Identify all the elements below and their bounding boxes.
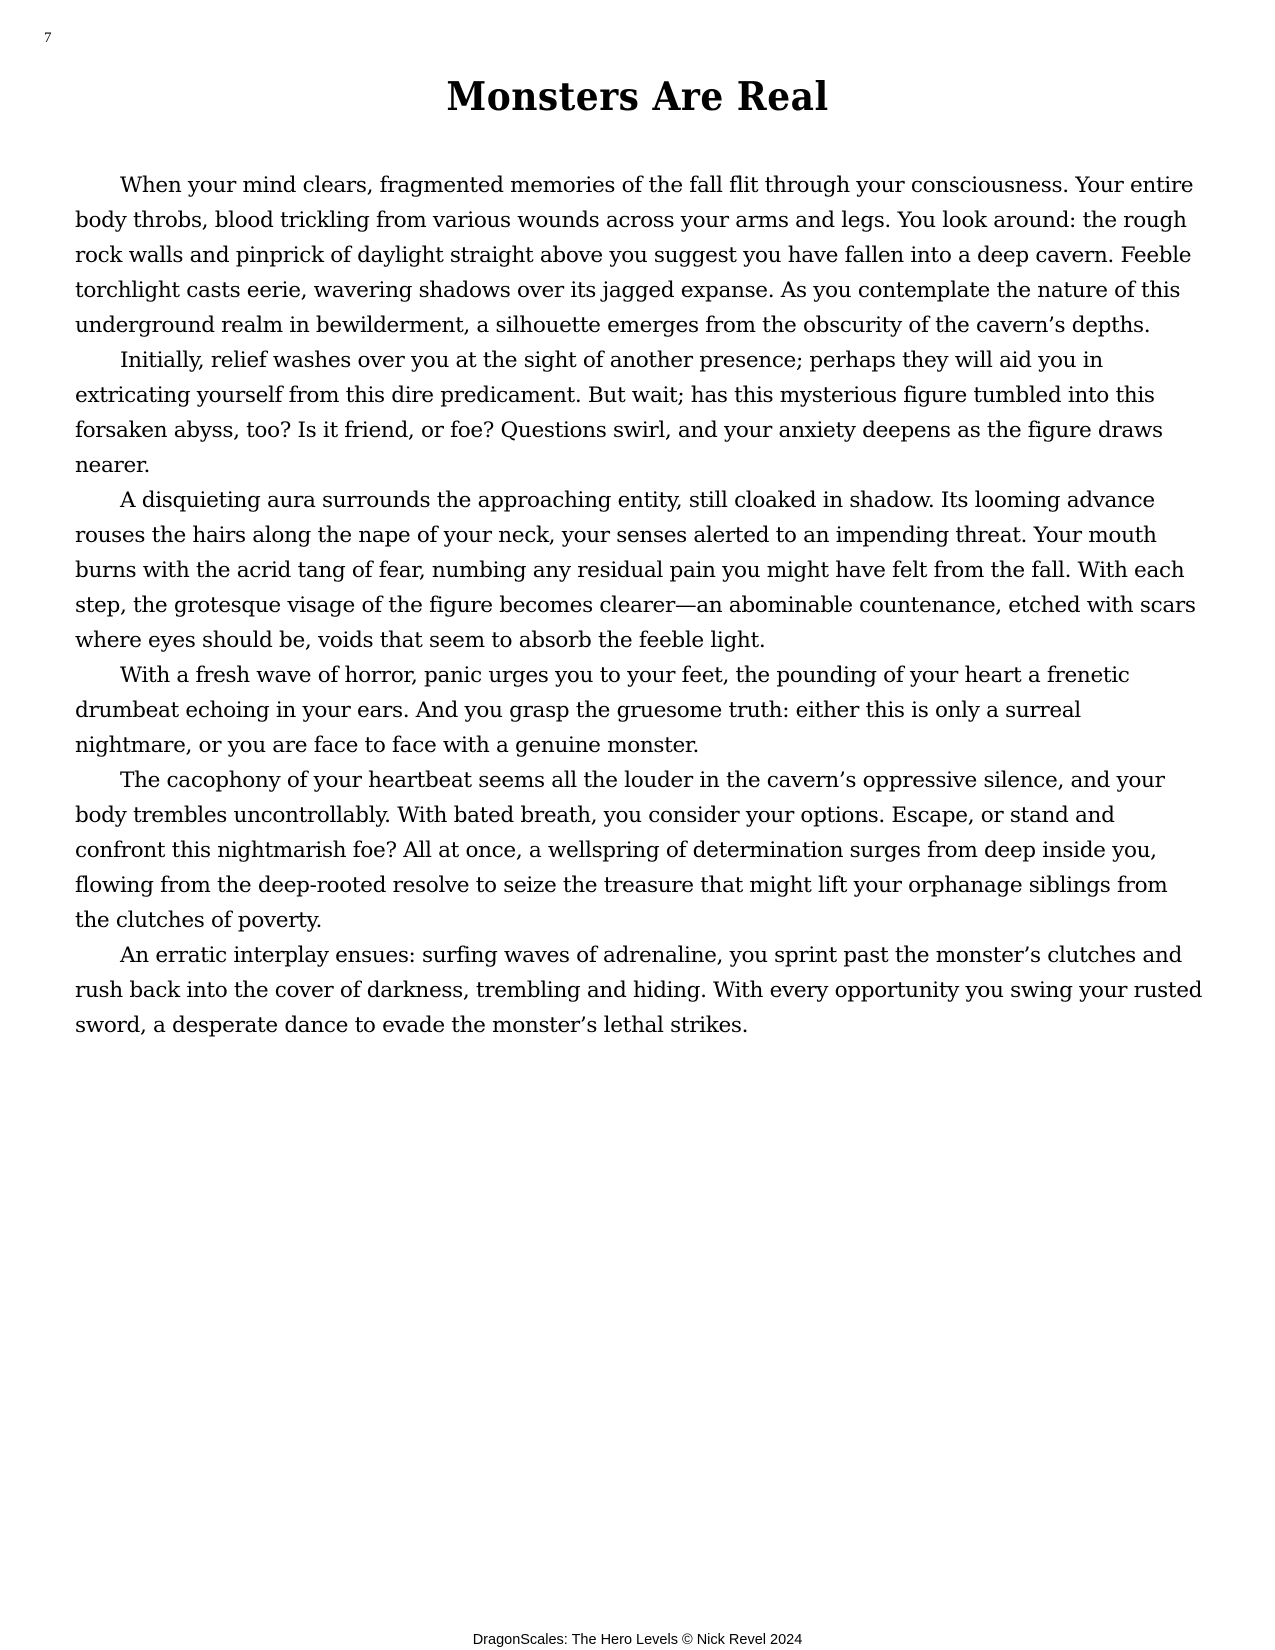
body-text	[75, 168, 1203, 1043]
paragraph: An erratic interplay ensues: surfing waves of adrenaline, you sprint past the monster’s clutches and rush back into the cover of darkness, trembling and hiding. With every opportunity you swing your rusted sword, a desperate dance to evade the monster’s lethal strikes.	[75, 943, 1203, 1038]
paragraph: The cacophony of your heartbeat seems all the louder in the cavern’s oppressive silence, and your body trembles uncontrollably. With bated breath, you consider your options. Escape, or stand and confront this nightmarish foe? All at once, a wellspring of determination surges from deep inside you, flowing from the deep-rooted resolve to seize the treasure that might lift your orphanage siblings from the clutches of poverty.	[75, 768, 1168, 933]
paragraph: With a fresh wave of horror, panic urges you to your feet, the pounding of your heart a frenetic drumbeat echoing in your ears. And you grasp the gruesome truth: either this is only a surreal nightmare, or you are face to face with a genuine monster.	[75, 663, 1130, 758]
page-number: 7	[44, 30, 52, 46]
page-title: Monsters Are Real	[446, 73, 829, 121]
paragraph: Initially, relief washes over you at the sight of another presence; perhaps they will aid you in extricating yourself from this dire predicament. But wait; has this mysterious figure tumbled into this forsaken abyss, too? Is it friend, or foe? Questions swirl, and your anxiety deepens as the figure draws nearer.	[75, 348, 1163, 478]
paragraph: When your mind clears, fragmented memories of the fall flit through your consciousness. Your entire body throbs, blood trickling from various wounds across your arms and legs. You look around: the rough rock walls and pinprick of daylight straight above you suggest you have fallen into a deep cavern. Feeble torchlight casts eerie, wavering shadows over its jagged expanse. As you contemplate the nature of this underground realm in bewilderment, a silhouette emerges from the obscurity of the cavern’s depths.	[75, 173, 1194, 338]
paragraph: A disquieting aura surrounds the approaching entity, still cloaked in shadow. Its looming advance rouses the hairs along the nape of your neck, your senses alerted to an impending threat. Your mouth burns with the acrid tang of fear, numbing any residual pain you might have felt from the fall. With each step, the grotesque visage of the figure becomes clearer—an abominable countenance, etched with scars where eyes should be, voids that seem to absorb the feeble light.	[75, 488, 1196, 653]
page-footer: DragonScales: The Hero Levels © Nick Revel 2024	[472, 1632, 803, 1648]
